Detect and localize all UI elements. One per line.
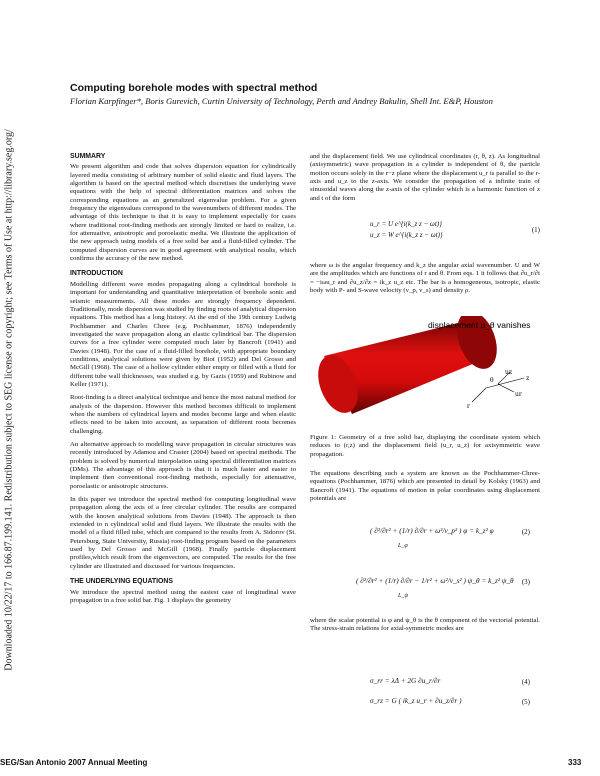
figure-1 <box>312 316 540 428</box>
r-axis-line <box>472 388 486 402</box>
equation-3-number: (3) <box>521 578 530 586</box>
figure-label: displacement u_θ vanishes <box>428 320 531 330</box>
equation-4: σ_rr = λΔ + 2G ∂u_r/∂r <box>370 676 441 685</box>
summary-heading: SUMMARY <box>70 153 106 160</box>
right-paragraph-4: where the scalar potential is φ and ψ_θ is the θ component of the vectorial potential. The stress-strain relations for axial-symmetric modes are <box>310 617 540 633</box>
introduction-paragraph-3: An alternative approach to modelling wave propagation in circular structures was recently introduced by Adamou and Craster (2004) based on spectral methods. The problem is solved by numerical interpolation using spectral differentiation matrices (DMs). The advantage of this approach is that it is much faster and easier to implement then conventional root-finding methods, especially for attenuative, poroelastic or anisotropic structures. <box>70 441 296 490</box>
equation-2-operator-label: L_φ <box>398 543 408 549</box>
introduction-paragraph-4: In this paper we introduce the spectral method for computing longitudinal wave propagation along the axis of a free circular cylinder. The results are compared with the known analytical solutions from Davies (1948). The approach is then extended to n cylindrical solid and fluid layers. We illustrate the results with the model of a fluid filled tube, which are compared to the results from A. Sidorov (St. Petersburg, State University, Russia) root-finding program based on the parameters used by Del Grosso and McGill (1968). Finally particle displacement profiles,which result from the eigenvectors, are computed. The results for the free cylinder are illustrated and discussed for various frequencies. <box>70 496 296 570</box>
equation-4-number: (4) <box>521 678 530 686</box>
equation-1-line-2: u_z = W e^{i(k_z z − ωt)} <box>370 231 443 239</box>
left-column <box>70 153 296 610</box>
equation-5: σ_rz = G ( ik_z u_r + ∂u_z/∂r ) <box>370 696 462 705</box>
paper-title: Computing borehole modes with spectral method <box>70 82 318 94</box>
equation-1-line-1: u_r = U e^{i(k_z z − ωt)} <box>370 220 442 228</box>
cylinder-diagram <box>312 316 540 428</box>
right-paragraph-2: where ω is the angular frequency and k_z the angular axial wavenumber. U and W are the amplitudes which are functions of r and θ. From eqs. 1 it follows that ∂u_r/∂t = −iωu_r and ∂u_z/∂z = ik_z u_z etc. The bar is a homogeneous, isotropic, elastic body with P- and S-wave velocity (v_p, v_s) and density ρ. <box>310 262 540 295</box>
right-paragraph-1: and the displacement field. We use cylindrical coordinates (r, θ, z). As longitudinal (axisymmetric) wave propagation in a cylinder is independent of θ, the particle motion occurs solely in the r−z plane where the displacement u_r is parallel to the r-axis and u_z to the z-axis. We consider the propagation of a infinite train of sinusoidal waves along the z-axis of the cylinder which is a harmonic function of z and t of the form <box>310 153 540 202</box>
underlying-equations-paragraph: We introduce the spectral method using the easiest case of longitudinal wave propagation in a free solid bar. Fig. 1 displays the geometry <box>70 588 296 604</box>
ur-arrow <box>498 384 514 392</box>
equation-3: ( ∂²/∂r² + (1/r) ∂/∂r − 1/r² + ω²/v_s² ) ψ_θ = k_z² ψ_θ <box>356 576 514 585</box>
equation-1-number: (1) <box>531 226 540 234</box>
download-notice <box>1 130 17 670</box>
summary-paragraph: We present algorithm and code that solves dispersion equation for cylindrically layered media consisting of arbitrary number of solid elastic and fluid layers. The algorithm is based on the spectral method which discretises the underlying wave equations with the help of spectral differentiation matrices and solves the corresponding equations as an generalized eigenvalue problem. For a given frequency the eigenvalues correspond to the wavenumbers of different modes. The advantage of this technique is that it is easy to implement especially for cases where traditional root-finding methods are strongly limited or hard to realize, i.e. for attenuative, anisotropic and poroelastic media. We illustrate the application of the new approach using models of a free solid bar and a fluid-filled cylinder. The computed dispersion curves are in good agreement with analytical results, which confirms the accuracy of the new method. <box>70 163 296 263</box>
equation-2-number: (2) <box>521 528 530 536</box>
page-number: 333 <box>568 758 582 767</box>
r-symbol: r <box>467 403 470 410</box>
figure-1-caption: Figure 1: Geometry of a free solid bar, displaying the coordinate system which reduces to (r,z) and the displacement field (u_r, u_z) for axisymmetric wave propagation. <box>310 434 540 458</box>
equation-2: ( ∂²/∂r² + (1/r) ∂/∂r + ω²/v_p² ) φ = k_z² φ <box>370 526 494 535</box>
underlying-equations-heading: THE UNDERLYING EQUATIONS <box>70 578 173 586</box>
right-paragraph-3: The equations describing such a system are known as the Pochhammer-Chree-equations (Pochhammer, 1876) which are presented in detail by Kolsky (1963) and Bancroft (1941). The equations of motion in polar coordinates using displacement potentials are <box>310 470 540 503</box>
equation-1 <box>370 219 540 241</box>
introduction-paragraph-2: Root-finding is a direct analytical technique and hence the most natural method for analysis of the dispersion. However this method becomes difficult to implement when the numbers of cylindrical layers and modes become large and when elastic effects need to be taken into account, as separation of different roots becomes challenging. <box>70 394 296 435</box>
equation-3-operator-label: L_ψ <box>398 593 409 599</box>
introduction-paragraph-1: Modelling different wave modes propagating along a cylindrical borehole is important for understanding and quantitative interpretation of borehole sonic and seismic measurements. All these modes are strongly frequency dependent. Traditionally, mode dispersion was studied by finding roots of analytical dispersion equations. This method has a long history. At the end of the 19th century Ludwig Pochhammer and Charles Chree (e.g. Pochhammer, 1876) independently investigated the wave propagation along an elastic cylindrical bar. The dispersion curves for a free cylinder were computed much later by Bancroft (1941) and Davies (1948). For the case of a fluid-filled borehole, with appropriate boundary conditions, analytical solutions were given by Biot (1952) and Del Grosso and McGill (1968). The case of a hollow cylinder either empty or filled with a fluid for different tube wall thicknesses, was studied e.g. by Gazis (1959) and Rubinow and Keller (1971). <box>70 280 296 388</box>
z-symbol: z <box>526 375 530 382</box>
ur-symbol: ur <box>515 391 522 398</box>
meeting-footer: SEG/San Antonio 2007 Annual Meeting <box>0 758 148 767</box>
equation-5-number: (5) <box>521 698 530 706</box>
download-notice-text: Downloaded 10/22/17 to 166.87.199.141. Redistribution subject to SEG license or copyright; see Terms of Use at http://library.seg.org/ <box>3 129 15 671</box>
uz-symbol: uz <box>505 369 513 376</box>
theta-symbol: θ <box>490 377 494 384</box>
paper-authors: Florian Karpfinger*, Boris Gurevich, Curtin University of Technology, Perth and Andrey Bakulin, Shell Int. E&P, Houston <box>70 96 493 106</box>
introduction-heading: INTRODUCTION <box>70 270 123 278</box>
